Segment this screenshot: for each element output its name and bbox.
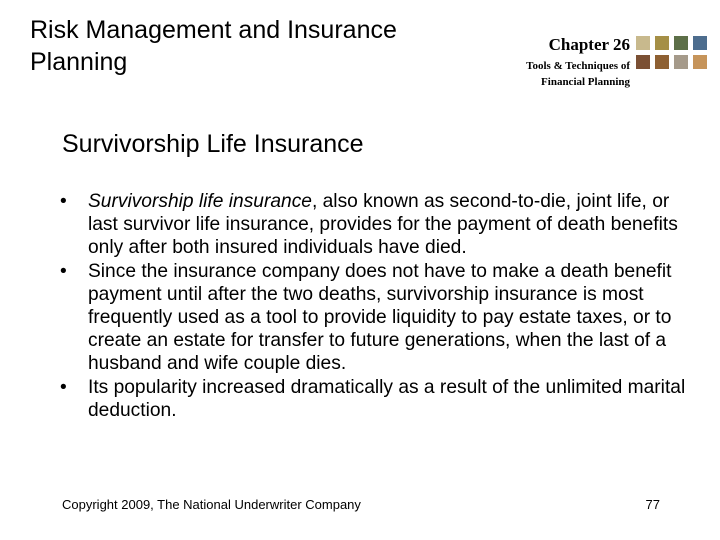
decor-square	[636, 55, 650, 69]
book-subtitle-line-1: Tools & Techniques of	[526, 60, 630, 72]
decor-square	[655, 36, 669, 50]
book-subtitle-line-2: Financial Planning	[541, 76, 630, 88]
bullet-term: Survivorship life insurance	[88, 191, 312, 212]
slide-title: Survivorship Life Insurance	[62, 130, 364, 158]
bullet-icon: •	[60, 376, 67, 398]
bullet-icon: •	[60, 191, 67, 212]
chapter-block	[470, 34, 630, 90]
decor-square	[693, 55, 707, 69]
decor-square	[655, 55, 669, 69]
bullet-item	[60, 260, 690, 376]
decor-square	[674, 55, 688, 69]
page-number: 77	[645, 497, 660, 512]
bullet-text: , also known as second-to-die, joint life, or last survivor life insurance, provides for the payment of death benefits only after both insured individuals have died.	[88, 191, 678, 259]
decor-square	[693, 36, 707, 50]
chapter-number: Chapter 26	[548, 35, 630, 54]
bullet-item	[60, 376, 690, 422]
footer-copyright: Copyright 2009, The National Underwriter Company	[62, 497, 361, 512]
bullet-icon: •	[60, 260, 67, 282]
bullet-item	[60, 190, 690, 260]
decorative-squares	[636, 36, 707, 69]
book-subtitle	[470, 58, 630, 90]
header-title: Risk Management and Insurance Planning	[30, 16, 397, 76]
decor-square	[636, 36, 650, 50]
decor-square	[674, 36, 688, 50]
bullet-list	[60, 190, 690, 422]
bullet-text: Since the insurance company does not have to make a death benefit payment until after the two deaths, survivorship insurance is most frequently used as a tool to provide liquidity to pay estate taxes, or to create an estate for transfer to future generations, when the last of a husband and wife couple dies.	[88, 260, 672, 375]
bullet-text: Its popularity increased dramatically as a result of the unlimited marital deduction.	[88, 376, 686, 421]
